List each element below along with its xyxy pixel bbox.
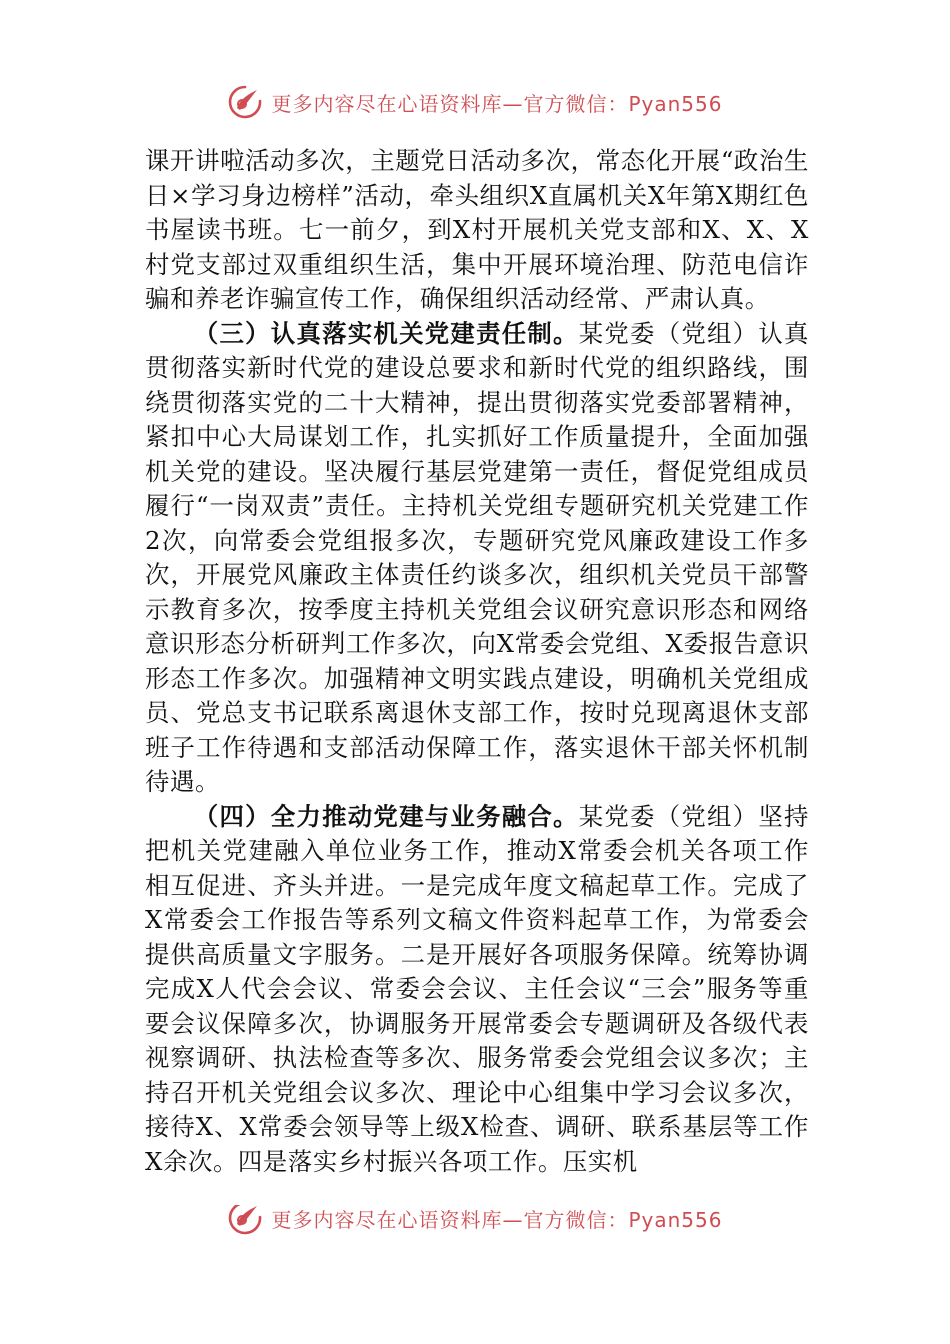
paragraph-section-4 xyxy=(145,800,809,1180)
document-body xyxy=(145,144,809,1179)
paragraph-continued xyxy=(145,144,809,317)
footer-watermark xyxy=(0,1205,950,1239)
brush-circle-logo-icon xyxy=(227,84,263,120)
brush-circle-logo-icon xyxy=(227,1205,263,1236)
paragraph-section-3 xyxy=(145,317,809,800)
section-heading: （四）全力推动党建与业务融合。 xyxy=(193,801,579,831)
paragraph-body: 某党委（党组）认真贯彻落实新时代党的建设总要求和新时代党的组织路线，围绕贯彻落实党的二十大精神，提出贯彻落实党委部署精神，紧扣中心大局谋划工作，扎实抓好工作质量提升，全面加强机关党的建设。坚决履行基层党建第一责任，督促党组成员履行“一岗双责”责任。主持机关党组专题研究机关党建工作2次，向常委会党组报多次，专题研究党风廉政建设工作多次，开展党风廉政主体责任约谈多次，组织机关党员干部警示教育多次，按季度主持机关党组会议研究意识形态和网络意识形态分析研判工作多次，向X常委会党组、X委报告意识形态工作多次。加强精神文明实践点建设，明确机关党组成员、党总支书记联系离退休支部工作，按时兑现离退休支部班子工作待遇和支部活动保障工作，落实退休干部关怀机制待遇。 xyxy=(145,318,809,796)
watermark-text: 更多内容尽在心语资料库—官方微信：Pyan556 xyxy=(271,1207,723,1232)
paragraph-body: 课开讲啦活动多次，主题党日活动多次，常态化开展“政治生日×学习身边榜样”活动，牵头组织X直属机关X年第X期红色书屋读书班。七一前夕，到X村开展机关党支部和X、X、X村党支部过双重组织生活，集中开展环境治理、防范电信诈骗和养老诈骗宣传工作，确保组织活动经常、严肃认真。 xyxy=(145,146,809,313)
paragraph-body: 某党委（党组）坚持把机关党建融入单位业务工作，推动X常委会机关各项工作相互促进、齐头并进。一是完成年度文稿起草工作。完成了X常委会工作报告等系列文稿文件资料起草工作，为常委会提供高质量文字服务。二是开展好各项服务保障。统筹协调完成X人代会会议、常委会会议、主任会议“三会”服务等重要会议保障多次，协调服务开展常委会专题调研及各级代表视察调研、执法检查等多次、服务常委会党组会议多次；主持召开机关党组会议多次、理论中心组集中学习会议多次，接待X、X常委会领导等上级X检查、调研、联系基层等工作X余次。四是落实乡村振兴各项工作。压实机 xyxy=(145,801,809,1176)
header-watermark xyxy=(0,82,950,122)
section-heading: （三）认真落实机关党建责任制。 xyxy=(193,318,579,348)
watermark-text: 更多内容尽在心语资料库—官方微信：Pyan556 xyxy=(271,91,723,116)
